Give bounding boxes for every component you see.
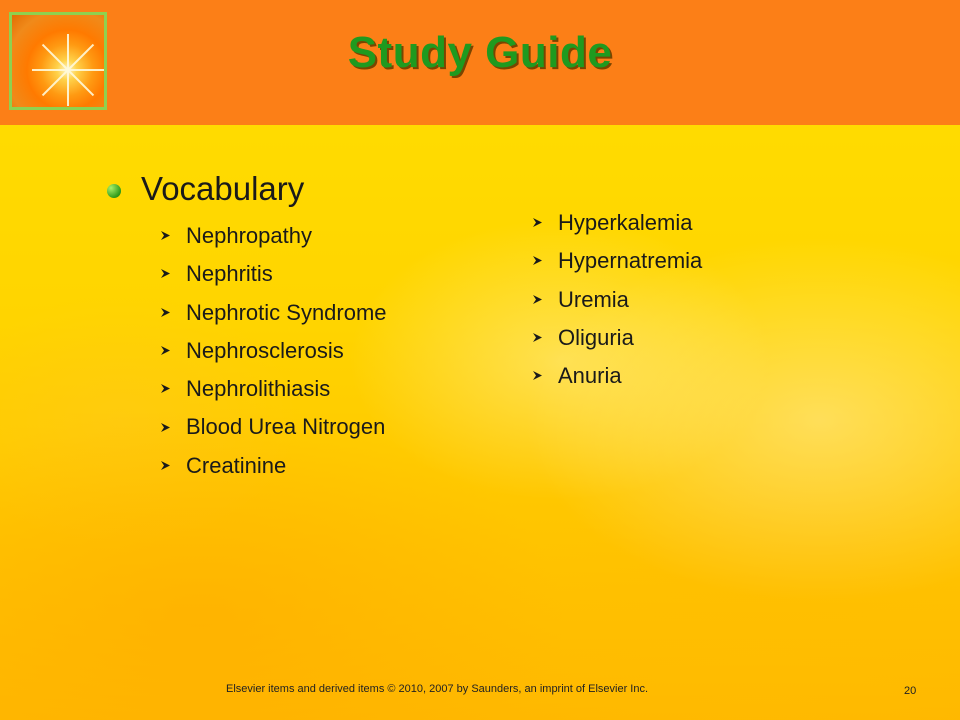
green-dot-icon xyxy=(107,184,121,198)
list-item xyxy=(160,408,387,446)
arrowhead-bullet-icon xyxy=(532,217,543,228)
list-item xyxy=(532,281,702,319)
right-term-list xyxy=(532,204,702,395)
list-item xyxy=(532,357,702,395)
list-item xyxy=(160,447,387,485)
arrowhead-bullet-icon xyxy=(160,307,171,318)
list-item xyxy=(532,242,702,280)
arrowhead-bullet-icon xyxy=(160,422,171,433)
list-item xyxy=(160,294,387,332)
header-bar xyxy=(0,0,960,125)
list-item xyxy=(160,255,387,293)
page-number: 20 xyxy=(904,685,917,697)
list-item xyxy=(160,332,387,370)
term-label: Blood Urea Nitrogen xyxy=(186,414,386,440)
arrowhead-bullet-icon xyxy=(160,268,171,279)
arrowhead-bullet-icon xyxy=(160,460,171,471)
term-label: Nephritis xyxy=(186,261,273,287)
list-item xyxy=(160,370,387,408)
term-label: Hypernatremia xyxy=(558,248,703,274)
term-label: Nephrosclerosis xyxy=(186,337,344,363)
term-label: Nephrotic Syndrome xyxy=(186,299,387,325)
arrowhead-bullet-icon xyxy=(160,383,171,394)
list-item xyxy=(532,319,702,357)
term-label: Uremia xyxy=(558,286,629,312)
term-label: Oliguria xyxy=(558,324,634,350)
slide-title: Study Guide xyxy=(347,28,613,77)
arrowhead-bullet-icon xyxy=(532,332,543,343)
left-term-list xyxy=(160,217,387,485)
arrowhead-bullet-icon xyxy=(532,255,543,266)
arrowhead-bullet-icon xyxy=(160,345,171,356)
term-label: Creatinine xyxy=(186,452,287,478)
arrowhead-bullet-icon xyxy=(532,294,543,305)
arrowhead-bullet-icon xyxy=(160,230,171,241)
main-bullet xyxy=(107,170,304,208)
list-item xyxy=(160,217,387,255)
term-label: Nephrolithiasis xyxy=(186,376,331,402)
term-label: Nephropathy xyxy=(186,223,312,248)
term-label: Anuria xyxy=(558,363,622,389)
copyright-footer: Elsevier items and derived items © 2010, 2007 by Saunders, an imprint of Elsevier Inc. xyxy=(226,683,649,695)
list-item xyxy=(532,204,702,242)
arrowhead-bullet-icon xyxy=(532,370,543,381)
term-label: Hyperkalemia xyxy=(558,210,693,235)
main-bullet-label: Vocabulary xyxy=(141,170,305,207)
